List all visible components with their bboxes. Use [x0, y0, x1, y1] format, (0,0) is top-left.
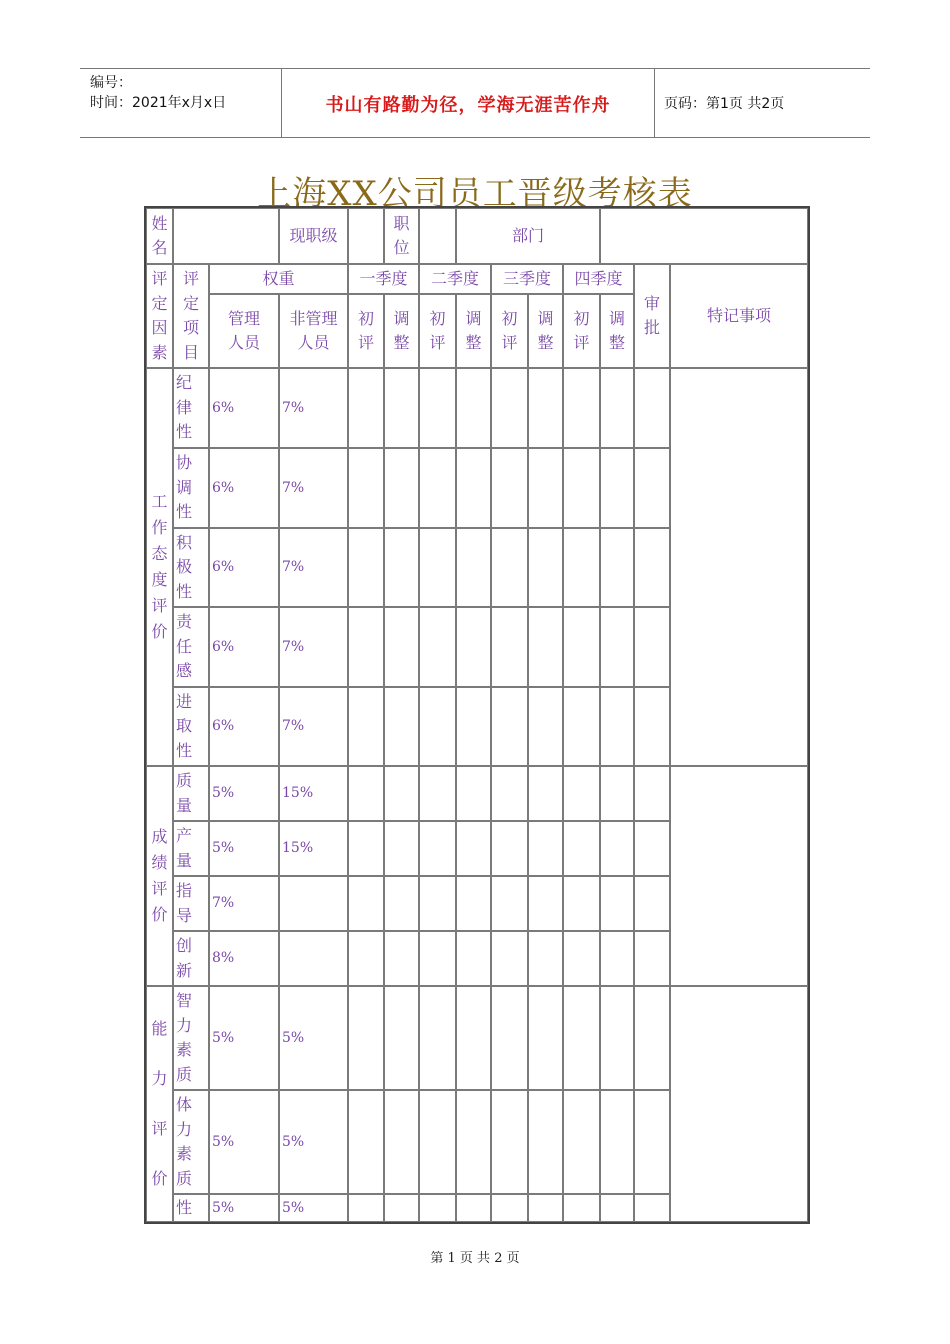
- item-name-cell-text: 责任感: [176, 612, 193, 681]
- factor-cell-text: 工作态度评价: [151, 492, 168, 641]
- factor-header-text: 评定因素: [151, 269, 168, 362]
- score-cell[interactable]: [348, 1194, 384, 1222]
- score-cell[interactable]: [419, 931, 456, 986]
- factor-cell: [146, 368, 173, 766]
- manager-weight-cell: [209, 607, 279, 687]
- score-cell[interactable]: [419, 986, 456, 1090]
- score-cell[interactable]: [528, 687, 563, 766]
- adjust-header-text: 调整: [465, 308, 482, 352]
- department-label: [456, 208, 600, 264]
- score-cell[interactable]: [419, 876, 456, 931]
- manager-weight-cell: [209, 528, 279, 607]
- approve-header: [634, 264, 670, 368]
- score-cell[interactable]: [348, 986, 384, 1090]
- header-divider: [654, 69, 655, 137]
- item-name-cell: [173, 1090, 209, 1194]
- quarter-header-1: [348, 264, 419, 294]
- factor-cell-text: 成绩评价: [151, 827, 168, 924]
- non-manager-weight-cell: [279, 368, 348, 448]
- score-cell[interactable]: [563, 607, 600, 687]
- score-cell[interactable]: [491, 876, 528, 931]
- manager-weight-cell-text: 6%: [212, 718, 235, 735]
- score-cell[interactable]: [634, 931, 670, 986]
- position-label-text: 职位: [393, 213, 410, 257]
- quarter-header-3: [491, 264, 563, 294]
- header-motto: 书山有路勤为径，学海无涯苦作舟: [325, 95, 611, 116]
- manager-weight-cell-text: 6%: [212, 479, 235, 496]
- item-name-cell-text: 质量: [176, 771, 193, 815]
- score-cell[interactable]: [600, 528, 634, 607]
- factor-cell: [146, 766, 173, 986]
- header-meta: [90, 73, 226, 113]
- score-cell[interactable]: [348, 766, 384, 821]
- score-cell[interactable]: [563, 1090, 600, 1194]
- adjust-header: [384, 294, 419, 368]
- factor-cell-text: 能力评价: [151, 1019, 168, 1188]
- item-name-cell-text: 协调性: [176, 453, 193, 522]
- score-cell[interactable]: [456, 687, 491, 766]
- initial-header: [419, 294, 456, 368]
- adjust-header-text: 调整: [393, 308, 410, 352]
- score-cell[interactable]: [600, 876, 634, 931]
- manager-weight-cell: [209, 821, 279, 876]
- manager-weight-cell-text: 8%: [212, 950, 235, 967]
- score-cell[interactable]: [491, 448, 528, 528]
- item-name-cell: [173, 368, 209, 448]
- score-cell[interactable]: [600, 1090, 634, 1194]
- score-cell[interactable]: [384, 368, 419, 448]
- score-cell[interactable]: [491, 607, 528, 687]
- score-cell[interactable]: [634, 876, 670, 931]
- initial-header-text: 初评: [501, 308, 518, 352]
- score-cell[interactable]: [491, 1194, 528, 1222]
- score-cell[interactable]: [348, 607, 384, 687]
- initial-header: [563, 294, 600, 368]
- non-manager-header: [279, 294, 348, 368]
- score-cell[interactable]: [528, 876, 563, 931]
- score-cell[interactable]: [563, 528, 600, 607]
- score-cell[interactable]: [634, 607, 670, 687]
- quarter-header-4-text: 四季度: [574, 268, 623, 288]
- page-footer: 第 1 页 共 2 页: [430, 1251, 520, 1266]
- score-cell[interactable]: [600, 687, 634, 766]
- score-cell[interactable]: [528, 931, 563, 986]
- score-cell[interactable]: [419, 821, 456, 876]
- non-manager-weight-cell: [279, 607, 348, 687]
- score-cell[interactable]: [348, 821, 384, 876]
- score-cell[interactable]: [456, 931, 491, 986]
- weight-header: [209, 264, 348, 294]
- item-name-cell: [173, 931, 209, 986]
- score-cell[interactable]: [600, 607, 634, 687]
- item-name-cell: [173, 528, 209, 607]
- non-manager-weight-cell: [279, 986, 348, 1090]
- score-cell[interactable]: [384, 821, 419, 876]
- score-cell[interactable]: [634, 986, 670, 1090]
- score-cell[interactable]: [563, 876, 600, 931]
- item-name-cell: [173, 876, 209, 931]
- score-cell[interactable]: [634, 368, 670, 448]
- score-cell[interactable]: [563, 931, 600, 986]
- evaluation-table: [144, 206, 810, 1224]
- position-label: [384, 208, 419, 264]
- score-cell[interactable]: [563, 766, 600, 821]
- score-cell[interactable]: [600, 1194, 634, 1222]
- position-field[interactable]: [419, 208, 456, 264]
- score-cell[interactable]: [384, 876, 419, 931]
- score-cell[interactable]: [348, 528, 384, 607]
- item-name-cell: [173, 1194, 209, 1222]
- current-level-label-text: 现职级: [289, 225, 338, 245]
- score-cell[interactable]: [419, 1090, 456, 1194]
- quarter-header-2-text: 二季度: [430, 268, 479, 288]
- department-label-text: 部门: [511, 225, 544, 245]
- score-cell[interactable]: [456, 448, 491, 528]
- non-manager-weight-cell-text: 7%: [282, 479, 305, 496]
- score-cell[interactable]: [348, 368, 384, 448]
- non-manager-weight-cell: [279, 528, 348, 607]
- current-level-label: [279, 208, 348, 264]
- score-cell[interactable]: [600, 931, 634, 986]
- manager-weight-cell-text: 6%: [212, 638, 235, 655]
- number-label: 编号：: [90, 75, 132, 91]
- factor-cell: [146, 986, 173, 1222]
- document-title: 上海XX公司员工晋级考核表: [257, 174, 693, 214]
- score-cell[interactable]: [491, 931, 528, 986]
- item-name-cell-text: 纪律性: [176, 373, 193, 442]
- score-cell[interactable]: [456, 986, 491, 1090]
- non-manager-header-text: 非管理人员: [289, 308, 338, 352]
- manager-weight-cell: [209, 1090, 279, 1194]
- score-cell[interactable]: [384, 931, 419, 986]
- score-cell[interactable]: [348, 448, 384, 528]
- manager-weight-cell: [209, 931, 279, 986]
- non-manager-weight-cell-text: 7%: [282, 559, 305, 576]
- initial-header-text: 初评: [429, 308, 446, 352]
- non-manager-weight-cell: [279, 931, 348, 986]
- manager-weight-cell-text: 7%: [212, 895, 235, 912]
- manager-weight-cell-text: 6%: [212, 559, 235, 576]
- score-cell[interactable]: [384, 1090, 419, 1194]
- adjust-header: [528, 294, 563, 368]
- score-cell[interactable]: [384, 607, 419, 687]
- score-cell[interactable]: [456, 766, 491, 821]
- manager-header: [209, 294, 279, 368]
- department-field[interactable]: [600, 208, 808, 264]
- initial-header: [491, 294, 528, 368]
- item-name-cell-text: 进取性: [176, 691, 193, 760]
- score-cell[interactable]: [456, 607, 491, 687]
- score-cell[interactable]: [384, 986, 419, 1090]
- score-cell[interactable]: [634, 1194, 670, 1222]
- score-cell[interactable]: [491, 528, 528, 607]
- name-label-text: 姓名: [151, 213, 168, 257]
- item-name-cell-text: 创新: [176, 936, 193, 980]
- score-cell[interactable]: [563, 1194, 600, 1222]
- score-cell[interactable]: [528, 766, 563, 821]
- item-name-cell-text: 体力素质: [176, 1095, 193, 1188]
- non-manager-weight-cell-text: 5%: [282, 1029, 305, 1046]
- score-cell[interactable]: [528, 1090, 563, 1194]
- adjust-header: [456, 294, 491, 368]
- score-cell[interactable]: [634, 448, 670, 528]
- manager-weight-cell-text: 5%: [212, 785, 235, 802]
- score-cell[interactable]: [563, 821, 600, 876]
- initial-header: [348, 294, 384, 368]
- approve-header-text: 审批: [643, 293, 660, 337]
- score-cell[interactable]: [348, 876, 384, 931]
- score-cell[interactable]: [384, 528, 419, 607]
- score-cell[interactable]: [600, 821, 634, 876]
- manager-weight-cell: [209, 876, 279, 931]
- score-cell[interactable]: [528, 528, 563, 607]
- initial-header-text: 初评: [357, 308, 374, 352]
- manager-weight-cell-text: 5%: [212, 1029, 235, 1046]
- score-cell[interactable]: [600, 986, 634, 1090]
- score-cell[interactable]: [384, 1194, 419, 1222]
- non-manager-weight-cell-text: 5%: [282, 1199, 305, 1216]
- item-name-cell: [173, 821, 209, 876]
- score-cell[interactable]: [456, 528, 491, 607]
- quarter-header-1-text: 一季度: [359, 268, 408, 288]
- non-manager-weight-cell-text: 15%: [282, 840, 314, 857]
- non-manager-weight-cell-text: 7%: [282, 718, 305, 735]
- non-manager-weight-cell: [279, 1090, 348, 1194]
- manager-weight-cell: [209, 687, 279, 766]
- manager-weight-cell: [209, 1194, 279, 1222]
- adjust-header-text: 调整: [537, 308, 554, 352]
- score-cell[interactable]: [491, 766, 528, 821]
- manager-weight-cell: [209, 766, 279, 821]
- item-name-cell-text: 积极性: [176, 532, 193, 601]
- score-cell[interactable]: [563, 986, 600, 1090]
- page-header: [80, 68, 870, 138]
- score-cell[interactable]: [563, 368, 600, 448]
- manager-weight-cell: [209, 368, 279, 448]
- score-cell[interactable]: [634, 687, 670, 766]
- initial-header-text: 初评: [573, 308, 590, 352]
- score-cell[interactable]: [491, 687, 528, 766]
- item-name-cell: [173, 687, 209, 766]
- factor-header: [146, 264, 173, 368]
- manager-weight-cell-text: 5%: [212, 1199, 235, 1216]
- score-cell[interactable]: [634, 766, 670, 821]
- manager-header-text: 管理人员: [227, 308, 260, 352]
- item-name-cell-text: 指导: [176, 881, 193, 925]
- current-level-field[interactable]: [348, 208, 384, 264]
- notes-cell[interactable]: [670, 766, 808, 986]
- manager-weight-cell: [209, 986, 279, 1090]
- item-name-cell: [173, 607, 209, 687]
- non-manager-weight-cell: [279, 448, 348, 528]
- score-cell[interactable]: [384, 687, 419, 766]
- score-cell[interactable]: [600, 368, 634, 448]
- score-cell[interactable]: [600, 766, 634, 821]
- non-manager-weight-cell: [279, 821, 348, 876]
- score-cell[interactable]: [634, 528, 670, 607]
- score-cell[interactable]: [563, 687, 600, 766]
- score-cell[interactable]: [491, 986, 528, 1090]
- adjust-header-text: 调整: [608, 308, 625, 352]
- manager-weight-cell: [209, 448, 279, 528]
- notes-cell[interactable]: [670, 368, 808, 766]
- item-name-cell-text: 智力素质: [176, 991, 193, 1084]
- manager-weight-cell-text: 5%: [212, 1133, 235, 1150]
- name-label: [146, 208, 173, 264]
- quarter-header-2: [419, 264, 491, 294]
- item-header: [173, 264, 209, 368]
- adjust-header: [600, 294, 634, 368]
- score-cell[interactable]: [419, 448, 456, 528]
- score-cell[interactable]: [384, 448, 419, 528]
- score-cell[interactable]: [384, 766, 419, 821]
- non-manager-weight-cell: [279, 766, 348, 821]
- non-manager-weight-cell: [279, 1194, 348, 1222]
- score-cell[interactable]: [456, 368, 491, 448]
- item-name-cell: [173, 766, 209, 821]
- score-cell[interactable]: [491, 368, 528, 448]
- score-cell[interactable]: [348, 1090, 384, 1194]
- score-cell[interactable]: [348, 931, 384, 986]
- score-cell[interactable]: [491, 821, 528, 876]
- non-manager-weight-cell-text: 7%: [282, 399, 305, 416]
- notes-cell[interactable]: [670, 986, 808, 1222]
- score-cell[interactable]: [528, 821, 563, 876]
- score-cell[interactable]: [348, 687, 384, 766]
- score-cell[interactable]: [528, 1194, 563, 1222]
- score-cell[interactable]: [419, 607, 456, 687]
- score-cell[interactable]: [528, 607, 563, 687]
- score-cell[interactable]: [528, 986, 563, 1090]
- score-cell[interactable]: [419, 687, 456, 766]
- item-name-cell: [173, 448, 209, 528]
- non-manager-weight-cell: [279, 687, 348, 766]
- notes-header: [670, 264, 808, 368]
- score-cell[interactable]: [419, 766, 456, 821]
- score-cell[interactable]: [419, 1194, 456, 1222]
- score-cell[interactable]: [456, 1194, 491, 1222]
- header-page-info: 页码：第1页 共2页: [664, 96, 785, 112]
- non-manager-weight-cell-text: 15%: [282, 785, 314, 802]
- manager-weight-cell-text: 5%: [212, 840, 235, 857]
- date-label: 时间：2021年x月x日: [90, 95, 227, 111]
- non-manager-weight-cell-text: 5%: [282, 1133, 305, 1150]
- notes-header-text: 特记事项: [706, 305, 771, 325]
- score-cell[interactable]: [600, 448, 634, 528]
- item-name-cell-text: 性: [176, 1197, 193, 1217]
- score-cell[interactable]: [491, 1090, 528, 1194]
- manager-weight-cell-text: 6%: [212, 399, 235, 416]
- weight-header-text: 权重: [262, 268, 295, 288]
- score-cell[interactable]: [456, 876, 491, 931]
- non-manager-weight-cell: [279, 876, 348, 931]
- item-header-text: 评定项目: [182, 269, 199, 362]
- score-cell[interactable]: [456, 821, 491, 876]
- score-cell[interactable]: [419, 528, 456, 607]
- item-name-cell-text: 产量: [176, 826, 193, 870]
- item-name-cell: [173, 986, 209, 1090]
- score-cell[interactable]: [634, 1090, 670, 1194]
- quarter-header-4: [563, 264, 634, 294]
- score-cell[interactable]: [634, 821, 670, 876]
- name-field[interactable]: [173, 208, 279, 264]
- score-cell[interactable]: [528, 448, 563, 528]
- score-cell[interactable]: [419, 368, 456, 448]
- score-cell[interactable]: [528, 368, 563, 448]
- score-cell[interactable]: [563, 448, 600, 528]
- non-manager-weight-cell-text: 7%: [282, 638, 305, 655]
- quarter-header-3-text: 三季度: [502, 268, 551, 288]
- score-cell[interactable]: [456, 1090, 491, 1194]
